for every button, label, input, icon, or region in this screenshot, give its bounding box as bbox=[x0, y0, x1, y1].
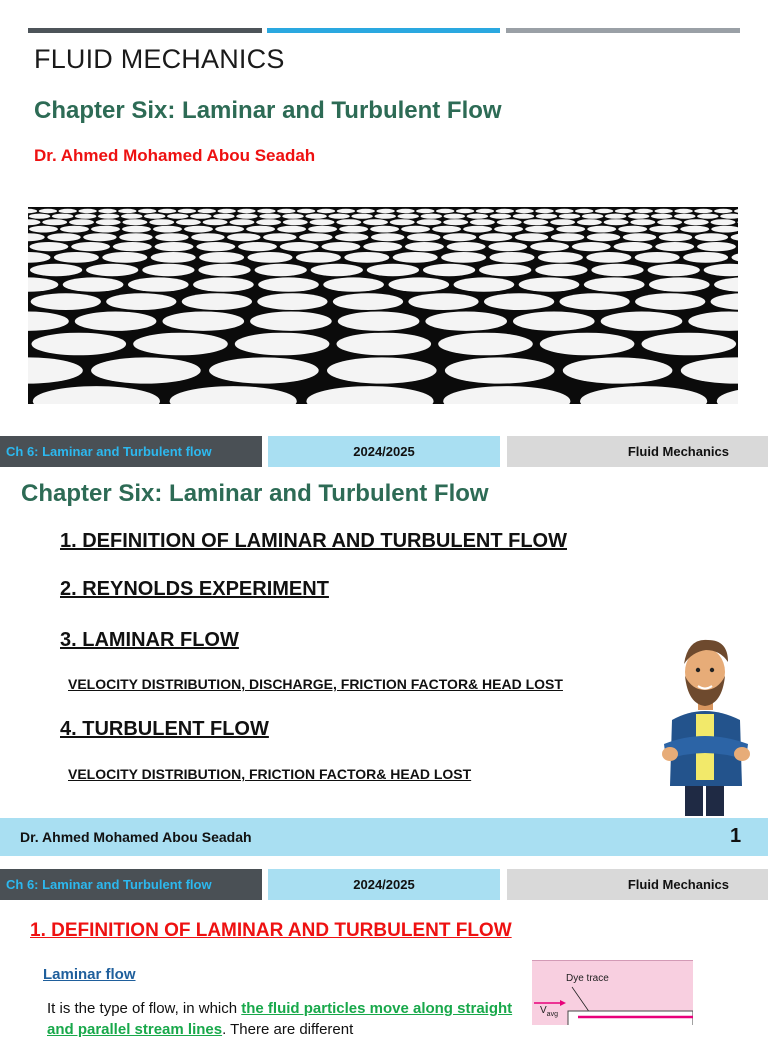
disc bbox=[327, 357, 437, 383]
disc bbox=[98, 209, 116, 213]
disc bbox=[575, 209, 593, 213]
disc bbox=[227, 233, 260, 241]
disc bbox=[463, 226, 492, 233]
disc bbox=[250, 312, 332, 331]
disc bbox=[540, 333, 635, 356]
disc bbox=[467, 214, 488, 219]
cover-image bbox=[28, 207, 738, 404]
disc bbox=[257, 209, 275, 213]
disc bbox=[648, 264, 700, 276]
disc bbox=[479, 233, 512, 241]
disc bbox=[443, 233, 476, 241]
disc bbox=[737, 219, 738, 225]
disc bbox=[142, 264, 194, 276]
disc bbox=[396, 209, 414, 213]
disc bbox=[635, 209, 653, 213]
disc bbox=[615, 209, 633, 213]
disc bbox=[390, 219, 415, 225]
disc bbox=[299, 233, 332, 241]
disc bbox=[28, 357, 83, 383]
disc bbox=[310, 219, 335, 225]
disc bbox=[370, 226, 399, 233]
laminar-definition-paragraph bbox=[47, 998, 525, 1040]
disc bbox=[681, 357, 738, 383]
disc bbox=[401, 226, 430, 233]
disc bbox=[351, 214, 372, 219]
figure-axis-label bbox=[540, 1005, 558, 1018]
disc bbox=[659, 233, 692, 241]
disc bbox=[425, 312, 507, 331]
figure-axis-main: V bbox=[540, 1005, 547, 1016]
disc bbox=[218, 209, 236, 213]
disc bbox=[297, 209, 315, 213]
disc bbox=[277, 209, 295, 213]
disc bbox=[551, 233, 584, 241]
disc bbox=[651, 214, 672, 219]
disc bbox=[605, 214, 626, 219]
disc bbox=[149, 219, 174, 225]
disc bbox=[238, 242, 277, 251]
disc bbox=[256, 219, 281, 225]
disc bbox=[128, 277, 189, 291]
disc bbox=[322, 242, 361, 251]
disc bbox=[333, 293, 403, 310]
disc bbox=[235, 333, 330, 356]
disc bbox=[167, 214, 188, 219]
disc bbox=[711, 226, 738, 233]
disc bbox=[587, 226, 616, 233]
disc bbox=[198, 209, 216, 213]
disc bbox=[306, 386, 433, 404]
top-bar-gray bbox=[506, 28, 740, 33]
disc bbox=[550, 219, 575, 225]
disc bbox=[32, 333, 127, 356]
disc bbox=[649, 226, 678, 233]
disc bbox=[69, 219, 94, 225]
contents-title: Chapter Six: Laminar and Turbulent Flow bbox=[21, 480, 489, 507]
disc bbox=[338, 312, 420, 331]
disc bbox=[642, 333, 737, 356]
slide-footer bbox=[0, 818, 768, 856]
disc bbox=[513, 214, 534, 219]
disc bbox=[447, 242, 486, 251]
disc bbox=[655, 242, 694, 251]
disc bbox=[30, 242, 69, 251]
disc bbox=[357, 209, 375, 213]
disc bbox=[280, 242, 319, 251]
disc bbox=[717, 386, 738, 404]
disc bbox=[28, 277, 58, 291]
cover-chapter-title: Chapter Six: Laminar and Turbulent Flow bbox=[34, 97, 502, 124]
disc bbox=[258, 277, 319, 291]
disc bbox=[714, 277, 738, 291]
disc bbox=[563, 357, 673, 383]
disc bbox=[393, 252, 438, 263]
toc-item-1[interactable]: 1. DEFINITION OF LAMINAR AND TURBULENT FLOW bbox=[60, 530, 567, 552]
disc bbox=[209, 357, 319, 383]
disc bbox=[178, 209, 196, 213]
figure-label-dye-trace: Dye trace bbox=[566, 973, 609, 984]
disc bbox=[580, 386, 707, 404]
toc-item-4[interactable]: 4. TURBULENT FLOW bbox=[60, 718, 269, 740]
disc bbox=[604, 219, 629, 225]
disc bbox=[63, 277, 124, 291]
disc bbox=[519, 277, 580, 291]
header-course: Fluid Mechanics bbox=[507, 436, 768, 467]
disc bbox=[28, 252, 51, 263]
disc bbox=[60, 226, 89, 233]
toc-item-3-sub[interactable]: VELOCITY DISTRIBUTION, DISCHARGE, FRICTION FACTOR& HEAD LOST bbox=[68, 676, 563, 692]
disc bbox=[524, 219, 549, 225]
disc bbox=[237, 209, 255, 213]
disc bbox=[714, 209, 732, 213]
disc bbox=[416, 209, 434, 213]
disc bbox=[731, 233, 738, 241]
white-discs-image bbox=[28, 207, 738, 404]
paragraph-text-end: . There are different bbox=[222, 1021, 354, 1038]
disc bbox=[336, 219, 361, 225]
disc bbox=[441, 252, 486, 263]
toc-item-3[interactable]: 3. LAMINAR FLOW bbox=[60, 629, 239, 651]
disc bbox=[29, 214, 50, 219]
disc bbox=[83, 233, 116, 241]
disc bbox=[470, 219, 495, 225]
disc bbox=[555, 209, 573, 213]
disc bbox=[423, 264, 475, 276]
section-title: 1. DEFINITION OF LAMINAR AND TURBULENT FLOW bbox=[30, 920, 512, 941]
disc bbox=[479, 264, 531, 276]
disc bbox=[695, 233, 728, 241]
disc bbox=[328, 214, 349, 219]
header-year-2: 2024/2025 bbox=[268, 869, 500, 900]
disc bbox=[688, 312, 738, 331]
disc bbox=[408, 293, 478, 310]
disc bbox=[75, 312, 157, 331]
header-chapter-label: Ch 6: Laminar and Turbulent flow bbox=[0, 436, 262, 467]
disc bbox=[363, 242, 402, 251]
disc bbox=[155, 233, 188, 241]
disc bbox=[296, 252, 341, 263]
disc bbox=[488, 242, 527, 251]
disc bbox=[559, 214, 580, 219]
disc bbox=[367, 264, 419, 276]
disc bbox=[123, 219, 148, 225]
disc bbox=[376, 209, 394, 213]
disc bbox=[71, 242, 110, 251]
disc bbox=[308, 226, 337, 233]
disc bbox=[191, 233, 224, 241]
disc bbox=[163, 312, 245, 331]
disc bbox=[494, 226, 523, 233]
disc bbox=[54, 252, 99, 263]
disc bbox=[121, 214, 142, 219]
disc bbox=[29, 226, 58, 233]
disc bbox=[538, 252, 583, 263]
disc bbox=[335, 233, 368, 241]
disc bbox=[344, 252, 389, 263]
top-bar-blue bbox=[267, 28, 500, 33]
disc bbox=[628, 214, 649, 219]
disc bbox=[674, 214, 695, 219]
disc bbox=[193, 277, 254, 291]
disc bbox=[198, 264, 250, 276]
disc bbox=[133, 333, 228, 356]
disc bbox=[75, 214, 96, 219]
disc bbox=[138, 209, 156, 213]
disc bbox=[199, 252, 244, 263]
disc bbox=[711, 293, 738, 310]
disc bbox=[697, 242, 736, 251]
disc bbox=[153, 226, 182, 233]
header-course-2: Fluid Mechanics bbox=[507, 869, 768, 900]
disc bbox=[649, 277, 710, 291]
disc bbox=[484, 293, 554, 310]
disc bbox=[421, 214, 442, 219]
disc bbox=[248, 252, 293, 263]
disc bbox=[42, 219, 67, 225]
disc bbox=[476, 209, 494, 213]
disc bbox=[513, 312, 595, 331]
disc bbox=[213, 214, 234, 219]
disc bbox=[190, 214, 211, 219]
top-bar-dark bbox=[28, 28, 262, 33]
disc bbox=[704, 264, 738, 276]
disc bbox=[586, 252, 631, 263]
disc bbox=[582, 214, 603, 219]
disc bbox=[176, 219, 201, 225]
disc bbox=[203, 219, 228, 225]
disc bbox=[618, 226, 647, 233]
disc bbox=[182, 293, 252, 310]
disc bbox=[98, 214, 119, 219]
disc bbox=[86, 264, 138, 276]
disc bbox=[614, 242, 653, 251]
disc bbox=[684, 219, 709, 225]
disc bbox=[530, 242, 569, 251]
disc bbox=[305, 214, 326, 219]
disc bbox=[535, 264, 587, 276]
disc bbox=[601, 312, 683, 331]
disc bbox=[436, 209, 454, 213]
disc bbox=[122, 226, 151, 233]
disc bbox=[257, 293, 327, 310]
disc bbox=[33, 386, 160, 404]
disc bbox=[577, 219, 602, 225]
disc bbox=[337, 209, 355, 213]
disc bbox=[375, 214, 396, 219]
disc bbox=[263, 233, 296, 241]
disc bbox=[337, 333, 432, 356]
disc bbox=[417, 219, 442, 225]
figure-axis-sub: avg bbox=[546, 1011, 558, 1018]
footer-page-number: 1 bbox=[730, 825, 742, 847]
disc bbox=[445, 357, 555, 383]
disc bbox=[155, 242, 194, 251]
disc bbox=[39, 209, 57, 213]
disc bbox=[59, 209, 77, 213]
disc bbox=[591, 264, 643, 276]
disc bbox=[734, 209, 738, 213]
disc bbox=[732, 252, 739, 263]
disc bbox=[96, 219, 121, 225]
disc bbox=[560, 293, 630, 310]
disc bbox=[556, 226, 585, 233]
disc bbox=[91, 357, 201, 383]
disc bbox=[119, 233, 152, 241]
disc bbox=[697, 214, 718, 219]
disc bbox=[113, 242, 152, 251]
disc bbox=[170, 386, 297, 404]
disc bbox=[30, 264, 82, 276]
paragraph-text-start: It is the type of flow, in which bbox=[47, 1000, 242, 1017]
disc bbox=[584, 277, 645, 291]
disc bbox=[635, 252, 680, 263]
disc bbox=[144, 214, 165, 219]
disc bbox=[587, 233, 620, 241]
teacher-illustration bbox=[658, 636, 754, 816]
disc bbox=[443, 386, 570, 404]
disc bbox=[102, 252, 147, 263]
disc bbox=[196, 242, 235, 251]
disc bbox=[525, 226, 554, 233]
disc bbox=[31, 293, 101, 310]
disc bbox=[680, 226, 709, 233]
disc bbox=[398, 214, 419, 219]
toc-item-4-sub[interactable]: VELOCITY DISTRIBUTION, FRICTION FACTOR& HEAD LOST bbox=[68, 766, 472, 782]
disc bbox=[371, 233, 404, 241]
disc bbox=[443, 219, 468, 225]
header-year: 2024/2025 bbox=[268, 436, 500, 467]
disc bbox=[456, 209, 474, 213]
disc bbox=[595, 209, 613, 213]
disc bbox=[497, 219, 522, 225]
disc bbox=[454, 277, 515, 291]
disc bbox=[28, 209, 37, 213]
paragraph-highlight: the fluid particles move along straight and parallel stream lines bbox=[47, 1000, 513, 1038]
disc bbox=[78, 209, 96, 213]
disc bbox=[515, 233, 548, 241]
disc bbox=[490, 214, 511, 219]
disc bbox=[496, 209, 514, 213]
disc bbox=[432, 226, 461, 233]
header-chapter-label-2: Ch 6: Laminar and Turbulent flow bbox=[0, 869, 262, 900]
disc bbox=[215, 226, 244, 233]
disc bbox=[407, 233, 440, 241]
dye-trace-figure bbox=[532, 960, 693, 1025]
disc bbox=[535, 209, 553, 213]
disc bbox=[323, 277, 384, 291]
disc bbox=[277, 226, 306, 233]
toc-item-2[interactable]: 2. REYNOLDS EXPERIMENT bbox=[60, 578, 329, 600]
disc bbox=[405, 242, 444, 251]
disc bbox=[438, 333, 533, 356]
disc bbox=[536, 214, 557, 219]
disc bbox=[389, 277, 450, 291]
disc bbox=[674, 209, 692, 213]
disc bbox=[720, 214, 738, 219]
disc bbox=[317, 209, 335, 213]
disc bbox=[151, 252, 196, 263]
disc bbox=[236, 214, 257, 219]
laminar-flow-subtitle: Laminar flow bbox=[43, 966, 136, 983]
footer-author: Dr. Ahmed Mohamed Abou Seadah bbox=[20, 829, 252, 845]
disc bbox=[711, 219, 736, 225]
disc bbox=[490, 252, 535, 263]
disc bbox=[158, 209, 176, 213]
disc bbox=[623, 233, 656, 241]
disc bbox=[363, 219, 388, 225]
disc bbox=[694, 209, 712, 213]
cover-title: FLUID MECHANICS bbox=[34, 44, 285, 74]
disc bbox=[28, 219, 40, 225]
disc bbox=[683, 252, 728, 263]
disc bbox=[255, 264, 307, 276]
disc bbox=[106, 293, 176, 310]
disc bbox=[52, 214, 73, 219]
disc bbox=[259, 214, 280, 219]
disc bbox=[339, 226, 368, 233]
disc bbox=[91, 226, 120, 233]
cover-author: Dr. Ahmed Mohamed Abou Seadah bbox=[34, 146, 316, 165]
disc bbox=[630, 219, 655, 225]
disc bbox=[572, 242, 611, 251]
disc bbox=[635, 293, 705, 310]
disc bbox=[184, 226, 213, 233]
disc bbox=[230, 219, 255, 225]
disc bbox=[28, 312, 69, 331]
disc bbox=[246, 226, 275, 233]
disc bbox=[657, 219, 682, 225]
disc bbox=[47, 233, 80, 241]
disc bbox=[282, 214, 303, 219]
disc bbox=[655, 209, 673, 213]
disc bbox=[515, 209, 533, 213]
disc bbox=[444, 214, 465, 219]
disc bbox=[118, 209, 136, 213]
disc bbox=[283, 219, 308, 225]
disc bbox=[28, 233, 45, 241]
disc bbox=[311, 264, 363, 276]
